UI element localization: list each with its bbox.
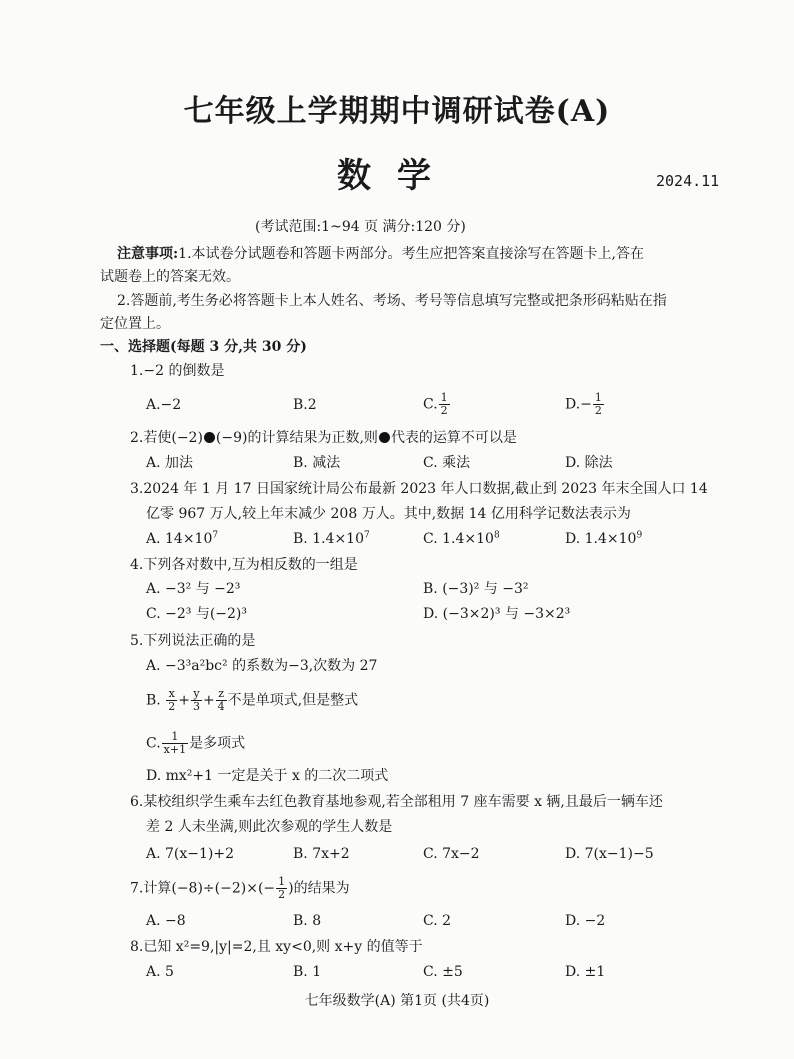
q8-option-c: C. ±5 [423, 964, 463, 980]
fraction-denominator: 2 [278, 888, 286, 901]
q1-option-c-label: C. [423, 396, 438, 413]
q4-option-b: B. (−3)² 与 −3² [423, 581, 529, 597]
q1-option-c [423, 392, 451, 417]
fraction-1-over-x-plus-1 [162, 731, 188, 756]
q2-stem-c: 代表的运算不可以是 [390, 430, 517, 446]
q3-option-c-base: C. 1.4×10 [423, 531, 494, 547]
q7-stem [130, 876, 350, 901]
fraction-z-over-4 [216, 688, 227, 713]
q1-option-d [565, 392, 605, 417]
q5-option-c-text: 是多项式 [189, 735, 246, 752]
q6-option-c: C. 7x−2 [423, 846, 480, 862]
q3-option-a [146, 530, 218, 548]
q5-option-d: D. mx²+1 一定是关于 x 的二次二项式 [146, 768, 389, 784]
q4-stem: 4.下列各对数中,互为相反数的一组是 [130, 557, 358, 573]
q5-option-c-label: C. [146, 735, 161, 752]
q8-option-d: D. ±1 [565, 964, 606, 980]
notice-line-1 [117, 245, 644, 263]
q7-option-a: A. −8 [146, 913, 186, 929]
q2-stem [130, 429, 517, 447]
section-heading: 一、选择题(每题 3 分,共 30 分) [100, 339, 307, 355]
q5-stem: 5.下列说法正确的是 [130, 633, 256, 649]
q2-option-b: B. 减法 [293, 455, 341, 471]
q4-option-a: A. −3² 与 −2³ [146, 581, 241, 597]
q7-option-d: D. −2 [565, 913, 606, 929]
q2-option-c: C. 乘法 [423, 455, 471, 471]
fraction-numerator: y [193, 687, 200, 700]
q3-option-d-base: D. 1.4×10 [565, 531, 637, 547]
q2-option-d: D. 除法 [565, 455, 613, 471]
fraction-denominator: 4 [217, 700, 225, 713]
q6-option-a: A. 7(x−1)+2 [146, 846, 235, 862]
q8-option-a: A. 5 [146, 964, 174, 980]
exponent: 7 [364, 530, 370, 541]
q1-option-b: B.2 [293, 397, 317, 413]
fraction-numerator: 1 [594, 391, 602, 404]
q6-stem-line-1: 6.某校组织学生乘车去红色教育基地参观,若全部租用 7 座车需要 x 辆,且最后一辆车还 [130, 794, 663, 810]
exponent: 9 [636, 530, 643, 541]
q5-option-a: A. −3³a²bc² 的系数为−3,次数为 27 [146, 658, 378, 674]
notice-line-2b: 定位置上。 [100, 316, 170, 332]
notice-line-2: 2.答题前,考生务必将答题卡上本人姓名、考场、考号等信息填写完整或把条形码粘贴在指 [117, 293, 667, 309]
q7-stem-post: )的结果为 [288, 880, 350, 897]
fraction-numerator: z [218, 687, 225, 700]
fraction-denominator: 2 [168, 700, 176, 713]
q8-option-b: B. 1 [293, 964, 322, 980]
q7-option-c: C. 2 [423, 913, 452, 929]
fraction-numerator: 1 [440, 391, 448, 404]
q1-option-d-label: D.− [565, 396, 592, 413]
q6-option-d: D. 7(x−1)−5 [565, 846, 654, 862]
q5-option-b-text: 不是单项式,但是整式 [227, 692, 359, 709]
q3-option-a-base: A. 14×10 [146, 531, 213, 547]
q2-option-a: A. 加法 [146, 455, 194, 471]
notice-line-1b: 试题卷上的答案无效。 [100, 269, 240, 285]
notice-text-1: 1.本试卷分试题卷和答题卡两部分。考生应把答案直接涂写在答题卡上,答在 [178, 246, 644, 262]
fraction-numerator: 1 [171, 730, 179, 743]
fraction-denominator: 3 [192, 700, 200, 713]
fraction-x-over-2 [166, 688, 177, 713]
q3-option-d [565, 530, 642, 548]
exponent: 7 [212, 530, 219, 541]
q5-option-b: B. $\frac{x}{2}$ + $\frac{y}{3}$ + $\frac{z}{4}$ 不是单项式,但是整式 [146, 687, 359, 713]
q3-option-b-base: B. 1.4×10 [293, 531, 364, 547]
fraction-denominator: 2 [594, 404, 602, 417]
exam-title: 七年级上学期期中调研试卷(A) [183, 94, 611, 129]
exam-date: 2024.11 [656, 172, 720, 190]
q2-stem-b: (−9)的计算结果为正数,则 [215, 430, 378, 446]
notice-label: 注意事项: [117, 246, 179, 262]
q5-option-b-label: B. [146, 692, 161, 709]
q2-stem-a: 2.若使(−2) [130, 430, 203, 446]
fraction-y-over-3 [191, 688, 202, 713]
q1-option-d-fraction [593, 392, 604, 417]
fraction-numerator: 1 [278, 875, 286, 888]
q6-stem-line-2: 差 2 人未坐满,则此次参观的学生人数是 [146, 819, 393, 835]
q3-stem-line-2: 亿零 967 万人,较上年末减少 208 万人。其中,数据 14 亿用科学记数法表示为 [146, 506, 631, 522]
q5-option-c [146, 731, 245, 756]
exam-range: (考试范围:1~94 页 满分:120 分) [255, 219, 466, 235]
q7-option-b: B. 8 [293, 913, 322, 929]
filled-circle-icon [379, 432, 390, 443]
fraction-numerator: x [168, 687, 175, 700]
q7-stem-pre: 7.计算(−8)÷(−2)×(− [130, 880, 276, 897]
q1-stem: 1.−2 的倒数是 [130, 363, 225, 379]
fraction-denominator: x+1 [163, 743, 187, 756]
fraction-denominator: 2 [440, 404, 448, 417]
filled-circle-icon [204, 432, 215, 443]
q4-option-d: D. (−3×2)³ 与 −3×2³ [423, 606, 571, 622]
q4-option-c: C. −2³ 与(−2)³ [146, 606, 247, 622]
q3-stem-line-1: 3.2024 年 1 月 17 日国家统计局公布最新 2023 年人口数据,截止到 2023 年末全国人口 14 [130, 481, 708, 497]
q1-option-c-fraction [439, 392, 450, 417]
fraction-1-over-2 [276, 876, 287, 901]
exponent: 8 [493, 530, 500, 541]
q3-option-b [293, 530, 370, 548]
q8-stem: 8.已知 x²=9,|y|=2,且 xy<0,则 x+y 的值等于 [130, 939, 423, 955]
q3-option-c [423, 530, 500, 548]
q1-option-a: A.−2 [146, 397, 182, 413]
subject-heading: 数学 [337, 156, 457, 196]
page-footer: 七年级数学(A) 第1页 (共4页) [304, 993, 490, 1009]
q6-option-b: B. 7x+2 [293, 846, 350, 862]
